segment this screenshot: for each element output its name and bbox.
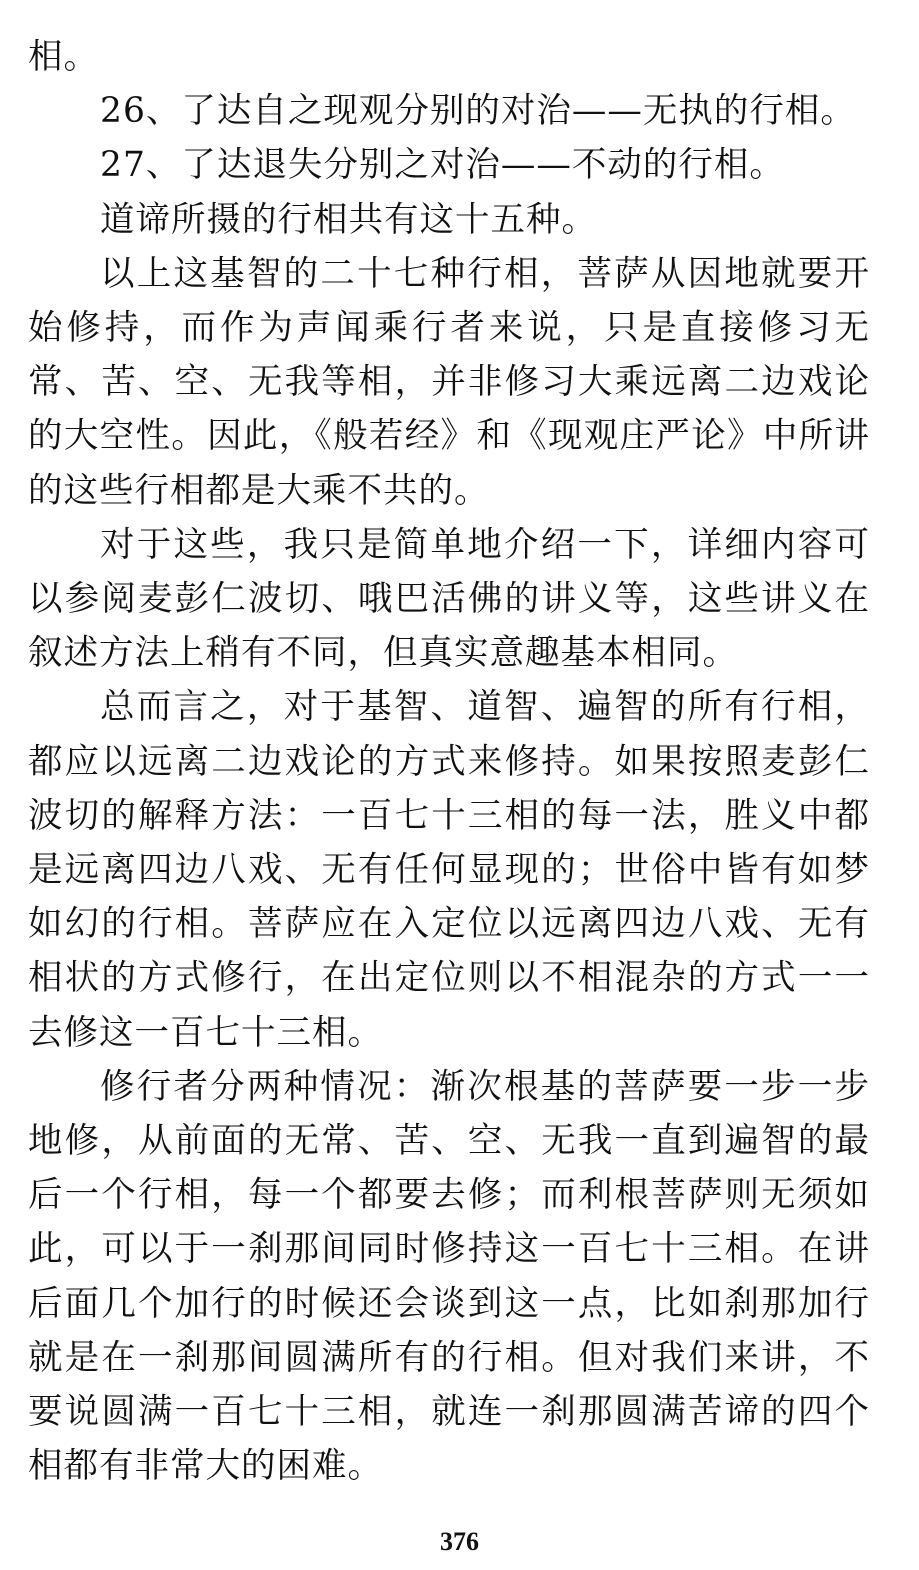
paragraph-base-wisdom: 以上这基智的二十七种行相，菩萨从因地就要开始修持，而作为声闻乘行者来说，只是直接修习无常、苦、空、无我等相，并非修习大乘远离二边戏论的大空性。因此，《般若经》和《现观庄严论》中所讲的这些行相都是大乘不共的。	[28, 253, 870, 511]
paragraph-continuation: 相。	[28, 37, 99, 77]
page-number: 376	[440, 1527, 479, 1556]
list-item-26: 26、了达自之现观分别的对治——无执的行相。	[100, 91, 856, 132]
paragraph-references: 对于这些，我只是简单地介绍一下，详细内容可以参阅麦彭仁波切、哦巴活佛的讲义等，这些讲义在叙述方法上稍有不同，但真实意趣基本相同。	[28, 524, 870, 674]
paragraph-conclusion: 总而言之，对于基智、道智、遍智的所有行相，都应以远离二边戏论的方式来修持。如果按照麦彭仁波切的解释方法：一百七十三相的每一法，胜义中都是远离四边八戏、无有任何显现的；世俗中皆有如梦如幻的行相。菩萨应在入定位以远离四边八戏、无有相状的方式修行，在出定位则以不相混杂的方式一一去修这一百七十三相。	[28, 687, 870, 1053]
paragraph-summary-path-truth: 道谛所摄的行相共有这十五种。	[100, 199, 597, 240]
paragraph-practitioners: 修行者分两种情况：渐次根基的菩萨要一步一步地修，从前面的无常、苦、空、无我一直到遍智的最后一个行相，每一个都要去修；而利根菩萨则无须如此，可以于一刹那间同时修持这一百七十三相。在讲后面几个加行的时候还会谈到这一点，比如刹那加行就是在一刹那间圆满所有的行相。但对我们来讲，不要说圆满一百七十三相，就连一刹那圆满苦谛的四个相都有非常大的困难。	[28, 1066, 870, 1487]
page-body	[28, 30, 870, 1493]
list-item-27: 27、了达退失分别之对治——不动的行相。	[100, 145, 785, 186]
